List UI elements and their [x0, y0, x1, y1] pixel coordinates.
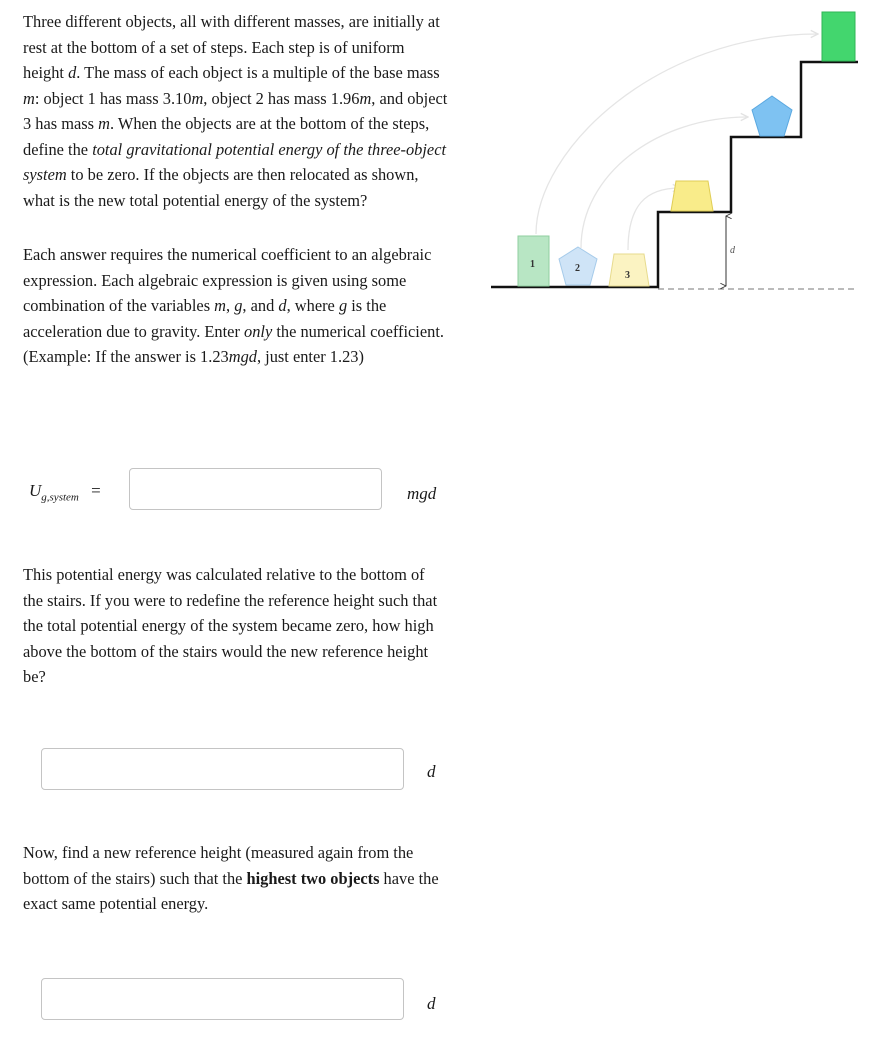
emphasis-text: total gravitational potential energy of the three-object system	[23, 139, 447, 184]
bold-text: highest two objects	[246, 868, 380, 888]
variable-m: m	[359, 88, 372, 108]
object-3-label: 3	[625, 270, 630, 281]
variable-d: d	[68, 63, 77, 82]
step-height-label: d	[730, 245, 735, 256]
text-segment: have the exact same potential energy.	[23, 868, 439, 913]
problem-statement	[23, 9, 448, 213]
text-segment: Each answer requires the numerical coefficient to an algebraic expression. Each algebraic expression is given using some combination of the variables	[23, 245, 432, 315]
text-segment: Now, find a new reference height (measured again from the bottom of the stairs) such that the	[23, 843, 414, 888]
equals-sign: =	[91, 481, 101, 500]
instructions	[23, 242, 448, 370]
question-2-text: This potential energy was calculated relative to the bottom of the stairs. If you were to redefine the reference height such that the total potential energy of the system became zero, how high above the bottom of the stairs would the new reference height be?	[23, 565, 438, 686]
variable-m: m	[98, 114, 110, 133]
text-segment: , and	[242, 296, 279, 315]
arc-object-2	[581, 117, 748, 248]
object-1-final	[822, 12, 855, 61]
answer-2-unit: d	[427, 762, 436, 781]
text-segment: , object 2 has mass 1.96	[203, 88, 360, 108]
object-3-final	[671, 181, 713, 211]
variable-m: m	[23, 88, 35, 108]
variable-g: g	[338, 296, 348, 315]
answer-3-input[interactable]	[41, 978, 404, 1020]
stairs-diagram	[486, 0, 866, 300]
text-segment: the numerical coefficient. (Example: If the answer is 1.23	[23, 321, 444, 366]
variable-u: U	[29, 481, 42, 500]
text-segment: , where	[286, 296, 339, 315]
answer-1-unit: mgd	[407, 484, 437, 503]
text-segment: , and object 3 has mass	[23, 88, 448, 133]
object-1-label: 1	[530, 259, 535, 270]
text-segment: is the acceleration due to gravity. Enter	[23, 296, 387, 341]
text-segment: . The mass of each object is a multiple of the base mass	[76, 63, 440, 82]
variable-m: m	[214, 296, 227, 315]
text-segment: ,	[226, 296, 235, 315]
variable-mgd: mgd	[228, 347, 257, 366]
variable-d: d	[278, 296, 287, 315]
variable-g: g	[234, 296, 243, 315]
answer-3-unit: d	[427, 994, 436, 1013]
text-segment: . When the objects are at the bottom of the steps, define the	[23, 114, 430, 159]
text-segment: Three different objects, all with different masses, are initially at rest at the bottom of a set of steps. Each step is of uniform height	[23, 12, 440, 82]
question-3-text	[23, 840, 448, 917]
text-segment: to be zero. If the objects are then relocated as shown, what is the new total potential energy of the system?	[23, 165, 419, 210]
variable-m: m	[191, 88, 204, 108]
text-segment: , just enter 1.23)	[256, 347, 364, 366]
object-2-label: 2	[575, 263, 580, 274]
subscript: g,system	[41, 491, 79, 504]
text-segment: : object 1 has mass 3.10	[34, 88, 192, 108]
answer-2-input[interactable]	[41, 748, 404, 790]
answer-1-label	[29, 481, 101, 503]
arc-object-3	[628, 188, 680, 250]
emphasis-text: only	[244, 321, 273, 341]
object-2-final	[752, 96, 792, 136]
answer-1-input[interactable]	[129, 468, 382, 510]
